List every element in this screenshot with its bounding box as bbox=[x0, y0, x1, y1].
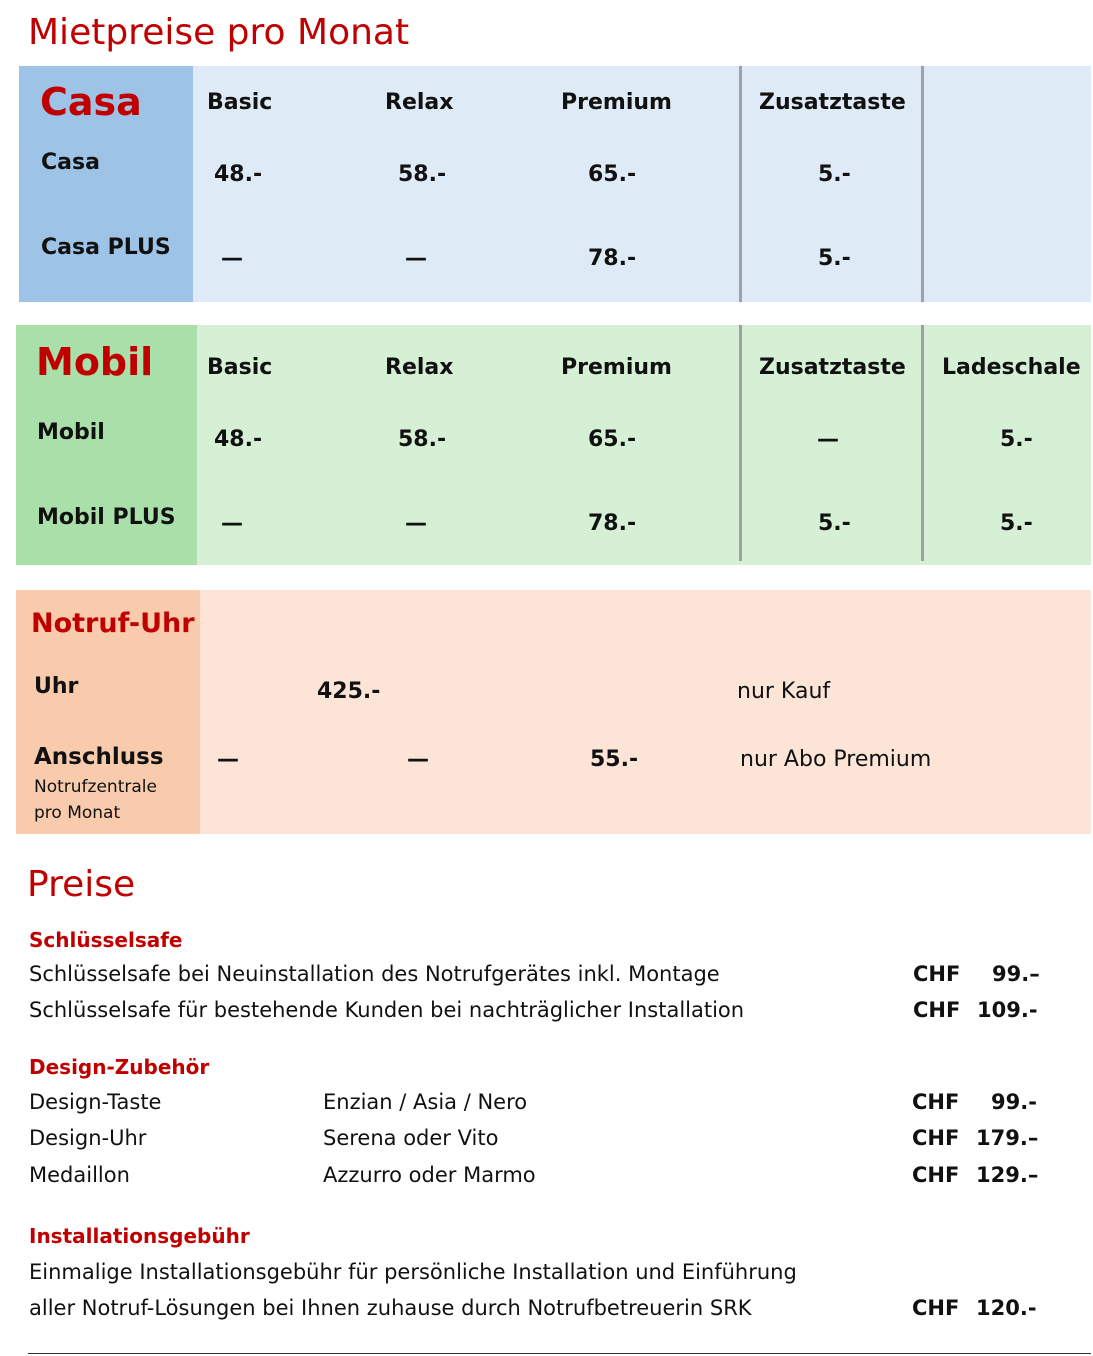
mobil-plus-row-label: Mobil PLUS bbox=[37, 505, 176, 530]
mobil-plus-relax-value: — bbox=[405, 511, 427, 536]
design-item-3-variant: Azzurro oder Marmo bbox=[323, 1163, 536, 1187]
casa-plus-relax-value: — bbox=[405, 246, 427, 271]
notruf-anschluss-value-1: — bbox=[217, 747, 239, 772]
mobil-header-premium: Premium bbox=[561, 355, 672, 380]
schluesselsafe-item-1-price: 99.– bbox=[992, 962, 1040, 986]
bottom-divider bbox=[28, 1353, 1091, 1354]
notruf-uhr-price: 425.- bbox=[317, 679, 381, 704]
notruf-anschluss-label: Anschluss bbox=[34, 744, 164, 770]
design-item-2-name: Design-Uhr bbox=[29, 1126, 147, 1150]
casa-divider-1 bbox=[739, 66, 742, 302]
page-title: Mietpreise pro Monat bbox=[28, 12, 410, 53]
design-item-2-currency: CHF bbox=[912, 1126, 960, 1150]
schluesselsafe-item-2-text: Schlüsselsafe für bestehende Kunden bei nachträglicher Installation bbox=[29, 998, 745, 1022]
schluesselsafe-item-1-text: Schlüsselsafe bei Neuinstallation des Notrufgerätes inkl. Montage bbox=[29, 962, 720, 986]
design-item-2-price: 179.– bbox=[976, 1126, 1039, 1150]
mobil-plus-ladeschale-value: 5.- bbox=[1000, 511, 1033, 536]
preise-title: Preise bbox=[27, 864, 136, 905]
design-item-2-variant: Serena oder Vito bbox=[323, 1126, 499, 1150]
mobil-plus-zusatztaste-value: 5.- bbox=[818, 511, 851, 536]
casa-section bbox=[19, 66, 1091, 302]
notruf-anschluss-value-3: 55.- bbox=[590, 747, 639, 772]
mobil-header-zusatztaste: Zusatztaste bbox=[759, 355, 906, 380]
mobil-ladeschale-value: 5.- bbox=[1000, 427, 1033, 452]
mobil-header-ladeschale: Ladeschale bbox=[942, 355, 1081, 380]
design-item-3-currency: CHF bbox=[912, 1163, 960, 1187]
casa-header-basic: Basic bbox=[207, 90, 273, 115]
notruf-anschluss-sublabel-2: pro Monat bbox=[34, 803, 121, 823]
installation-currency: CHF bbox=[912, 1296, 960, 1320]
notruf-anschluss-value-2: — bbox=[407, 747, 429, 772]
design-item-3-price: 129.– bbox=[976, 1163, 1039, 1187]
casa-plus-basic-value: — bbox=[221, 246, 243, 271]
mobil-header-basic: Basic bbox=[207, 355, 273, 380]
schluesselsafe-item-1-currency: CHF bbox=[913, 962, 961, 986]
notruf-title: Notruf-Uhr bbox=[31, 608, 195, 639]
casa-zusatztaste-value: 5.- bbox=[818, 162, 851, 187]
mobil-title: Mobil bbox=[36, 340, 154, 384]
casa-relax-value: 58.- bbox=[398, 162, 447, 187]
notruf-anschluss-note: nur Abo Premium bbox=[740, 747, 932, 772]
design-item-3-name: Medaillon bbox=[29, 1163, 130, 1187]
casa-header-relax: Relax bbox=[385, 90, 454, 115]
mobil-divider-1 bbox=[739, 325, 742, 561]
mobil-basic-value: 48.- bbox=[214, 427, 263, 452]
design-item-1-variant: Enzian / Asia / Nero bbox=[323, 1090, 528, 1114]
casa-plus-premium-value: 78.- bbox=[588, 246, 637, 271]
schluesselsafe-heading: Schlüsselsafe bbox=[29, 928, 183, 952]
mobil-plus-premium-value: 78.- bbox=[588, 511, 637, 536]
mobil-divider-2 bbox=[921, 325, 924, 561]
schluesselsafe-item-2-currency: CHF bbox=[913, 998, 961, 1022]
casa-header-zusatztaste: Zusatztaste bbox=[759, 90, 906, 115]
notruf-anschluss-sublabel-1: Notrufzentrale bbox=[34, 777, 157, 797]
installation-text-line-2: aller Notruf-Lösungen bei Ihnen zuhause durch Notrufbetreuerin SRK bbox=[29, 1296, 752, 1320]
design-item-1-name: Design-Taste bbox=[29, 1090, 162, 1114]
notruf-uhr-note: nur Kauf bbox=[737, 679, 831, 704]
schluesselsafe-item-2-price: 109.- bbox=[977, 998, 1038, 1022]
mobil-row-label: Mobil bbox=[37, 420, 105, 445]
design-item-1-currency: CHF bbox=[912, 1090, 960, 1114]
installation-price: 120.- bbox=[976, 1296, 1037, 1320]
casa-plus-zusatztaste-value: 5.- bbox=[818, 246, 851, 271]
casa-plus-row-label: Casa PLUS bbox=[41, 235, 171, 260]
casa-basic-value: 48.- bbox=[214, 162, 263, 187]
mobil-premium-value: 65.- bbox=[588, 427, 637, 452]
mobil-header-relax: Relax bbox=[385, 355, 454, 380]
casa-divider-2 bbox=[921, 66, 924, 302]
mobil-relax-value: 58.- bbox=[398, 427, 447, 452]
mobil-zusatztaste-value: — bbox=[817, 427, 839, 452]
notruf-uhr-label: Uhr bbox=[34, 674, 79, 699]
casa-title: Casa bbox=[40, 80, 142, 124]
design-heading: Design-Zubehör bbox=[29, 1055, 210, 1079]
mobil-section bbox=[16, 325, 1091, 565]
casa-header-premium: Premium bbox=[561, 90, 672, 115]
installation-heading: Installationsgebühr bbox=[29, 1224, 250, 1248]
mobil-plus-basic-value: — bbox=[221, 511, 243, 536]
casa-row-label: Casa bbox=[41, 150, 100, 175]
casa-premium-value: 65.- bbox=[588, 162, 637, 187]
design-item-1-price: 99.- bbox=[991, 1090, 1037, 1114]
installation-text-line-1: Einmalige Installationsgebühr für persönliche Installation und Einführung bbox=[29, 1260, 797, 1284]
